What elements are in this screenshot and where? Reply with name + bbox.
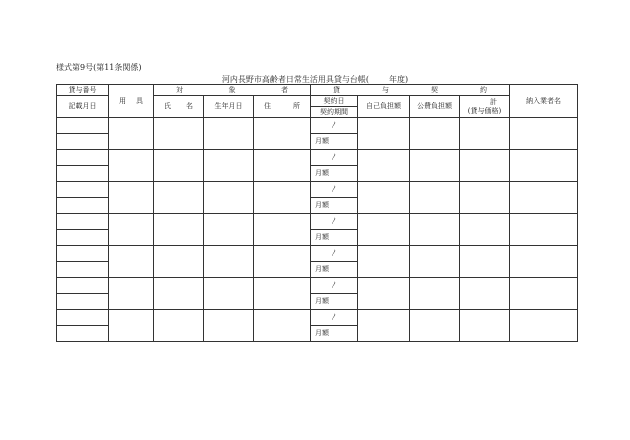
total-cell[interactable] xyxy=(460,310,510,342)
birth-date-cell[interactable] xyxy=(204,310,254,342)
monthly-label: 月額 xyxy=(315,329,329,337)
header-self-burden: 自己負担額 xyxy=(358,96,410,118)
record-date-cell[interactable] xyxy=(57,134,109,150)
loan-number-cell[interactable] xyxy=(57,278,109,294)
vendor-cell[interactable] xyxy=(510,246,578,278)
tilde-mark: 〳 xyxy=(330,249,338,257)
record-date-cell[interactable] xyxy=(57,294,109,310)
self-burden-cell[interactable] xyxy=(358,278,410,310)
vendor-cell[interactable] xyxy=(510,214,578,246)
monthly-cell[interactable] xyxy=(311,230,358,246)
name-cell[interactable] xyxy=(154,150,204,182)
ledger-title-main: 河内長野市高齢者日常生活用具貸与台帳( xyxy=(221,75,369,84)
tilde-mark: 〳 xyxy=(330,121,338,129)
vendor-cell[interactable] xyxy=(510,310,578,342)
monthly-cell[interactable] xyxy=(311,134,358,150)
address-cell[interactable] xyxy=(254,278,311,310)
equipment-cell[interactable] xyxy=(109,246,154,278)
total-cell[interactable] xyxy=(460,182,510,214)
vendor-cell[interactable] xyxy=(510,182,578,214)
loan-number-cell[interactable] xyxy=(57,310,109,326)
self-burden-cell[interactable] xyxy=(358,118,410,150)
header-vendor: 納入業者名 xyxy=(510,85,578,118)
monthly-cell[interactable] xyxy=(311,326,358,342)
header-birth-date: 生年月日 xyxy=(204,96,254,118)
ledger-table xyxy=(56,84,578,342)
public-burden-cell[interactable] xyxy=(410,118,460,150)
record-date-cell[interactable] xyxy=(57,230,109,246)
header-contract-date: 契約日 xyxy=(311,96,358,107)
birth-date-cell[interactable] xyxy=(204,246,254,278)
loan-number-cell[interactable] xyxy=(57,150,109,166)
total-cell[interactable] xyxy=(460,118,510,150)
name-cell[interactable] xyxy=(154,118,204,150)
address-cell[interactable] xyxy=(254,182,311,214)
vendor-cell[interactable] xyxy=(510,150,578,182)
tilde-mark: 〳 xyxy=(330,217,338,225)
self-burden-cell[interactable] xyxy=(358,150,410,182)
self-burden-cell[interactable] xyxy=(358,310,410,342)
ledger-row xyxy=(57,246,578,262)
name-cell[interactable] xyxy=(154,246,204,278)
equipment-cell[interactable] xyxy=(109,150,154,182)
public-burden-cell[interactable] xyxy=(410,150,460,182)
loan-number-cell[interactable] xyxy=(57,214,109,230)
name-cell[interactable] xyxy=(154,214,204,246)
birth-date-cell[interactable] xyxy=(204,182,254,214)
header-equipment: 用 具 xyxy=(109,85,154,118)
contract-period-cell[interactable] xyxy=(311,278,358,294)
header-total: 計 (貸与価格) xyxy=(460,96,510,118)
header-address: 住 所 xyxy=(254,96,311,118)
contract-period-cell[interactable] xyxy=(311,182,358,198)
equipment-cell[interactable] xyxy=(109,310,154,342)
ledger-row xyxy=(57,150,578,166)
header-contract: 貸 与 契 約 xyxy=(311,85,510,96)
birth-date-cell[interactable] xyxy=(204,150,254,182)
public-burden-cell[interactable] xyxy=(410,278,460,310)
ledger-title-suffix: 年度) xyxy=(389,75,409,84)
header-public-burden: 公費負担額 xyxy=(410,96,460,118)
record-date-cell[interactable] xyxy=(57,326,109,342)
form-label: 様式第9号(第11条関係) xyxy=(56,63,142,72)
self-burden-cell[interactable] xyxy=(358,246,410,278)
header-name: 氏 名 xyxy=(154,96,204,118)
monthly-cell[interactable] xyxy=(311,294,358,310)
total-cell[interactable] xyxy=(460,278,510,310)
tilde-mark: 〳 xyxy=(330,185,338,193)
tilde-mark: 〳 xyxy=(330,313,338,321)
contract-period-cell[interactable] xyxy=(311,150,358,166)
name-cell[interactable] xyxy=(154,310,204,342)
equipment-cell[interactable] xyxy=(109,214,154,246)
vendor-cell[interactable] xyxy=(510,118,578,150)
birth-date-cell[interactable] xyxy=(204,118,254,150)
monthly-cell[interactable] xyxy=(311,198,358,214)
address-cell[interactable] xyxy=(254,214,311,246)
public-burden-cell[interactable] xyxy=(410,246,460,278)
equipment-cell[interactable] xyxy=(109,182,154,214)
record-date-cell[interactable] xyxy=(57,262,109,278)
monthly-label: 月額 xyxy=(315,233,329,241)
birth-date-cell[interactable] xyxy=(204,214,254,246)
ledger-row xyxy=(57,118,578,134)
header-record-date: 記載月日 xyxy=(57,96,109,118)
header-subject: 対 象 者 xyxy=(154,85,311,96)
ledger-row xyxy=(57,182,578,198)
monthly-cell[interactable] xyxy=(311,166,358,182)
contract-period-cell[interactable] xyxy=(311,246,358,262)
birth-date-cell[interactable] xyxy=(204,278,254,310)
name-cell[interactable] xyxy=(154,182,204,214)
public-burden-cell[interactable] xyxy=(410,214,460,246)
equipment-cell[interactable] xyxy=(109,278,154,310)
ledger-row xyxy=(57,278,578,294)
monthly-label: 月額 xyxy=(315,297,329,305)
ledger-row xyxy=(57,214,578,230)
header-contract-period: 契約期間 xyxy=(311,107,358,118)
monthly-label: 月額 xyxy=(315,169,329,177)
contract-period-cell[interactable] xyxy=(311,214,358,230)
total-cell[interactable] xyxy=(460,150,510,182)
public-burden-cell[interactable] xyxy=(410,182,460,214)
contract-period-cell[interactable] xyxy=(311,310,358,326)
name-cell[interactable] xyxy=(154,278,204,310)
monthly-label: 月額 xyxy=(315,137,329,145)
self-burden-cell[interactable] xyxy=(358,214,410,246)
record-date-cell[interactable] xyxy=(57,166,109,182)
tilde-mark: 〳 xyxy=(330,281,338,289)
monthly-label: 月額 xyxy=(315,265,329,273)
vendor-cell[interactable] xyxy=(510,278,578,310)
loan-number-cell[interactable] xyxy=(57,182,109,198)
total-cell[interactable] xyxy=(460,214,510,246)
loan-number-cell[interactable] xyxy=(57,246,109,262)
header-loan-number: 貸与番号 xyxy=(57,85,109,96)
ledger-row xyxy=(57,310,578,326)
tilde-mark: 〳 xyxy=(330,153,338,161)
address-cell[interactable] xyxy=(254,150,311,182)
monthly-label: 月額 xyxy=(315,201,329,209)
address-cell[interactable] xyxy=(254,246,311,278)
public-burden-cell[interactable] xyxy=(410,310,460,342)
equipment-cell[interactable] xyxy=(109,118,154,150)
loan-number-cell[interactable] xyxy=(57,118,109,134)
address-cell[interactable] xyxy=(254,310,311,342)
record-date-cell[interactable] xyxy=(57,198,109,214)
monthly-cell[interactable] xyxy=(311,262,358,278)
self-burden-cell[interactable] xyxy=(358,182,410,214)
total-cell[interactable] xyxy=(460,246,510,278)
header-row-1 xyxy=(57,85,578,96)
address-cell[interactable] xyxy=(254,118,311,150)
contract-period-cell[interactable] xyxy=(311,118,358,134)
